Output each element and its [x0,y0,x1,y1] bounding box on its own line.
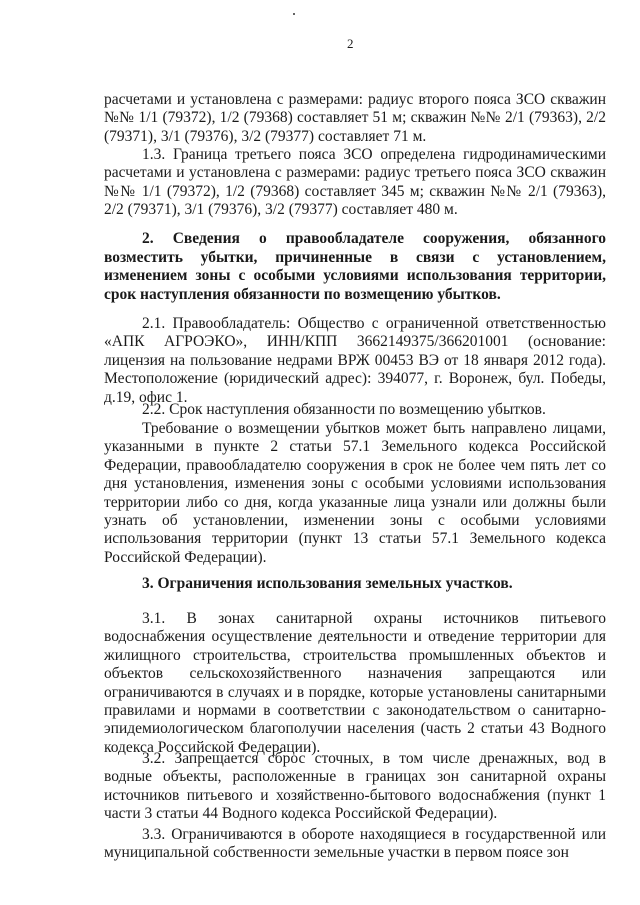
scan-speck [293,13,295,15]
paragraph-3-1: 3.1. В зонах санитарной охраны источников питьевого водоснабжения осуществление деятельности и отведение территории для жилищного строительства, строительства промышленных объектов и объектов сельскохозяйственного назначения запрещаются или ограничиваются в случаях и в порядке, которые установлены санитарными правилами и нормами в соответствии с законодательством о санитарно-эпидемиологическом благополучии населения (часть 2 статьи 43 Водного кодекса Российской Федерации). [104,610,606,756]
paragraph-2-1: 2.1. Правообладатель: Общество с ограниченной ответственностью «АПК АГРОЭКО», ИНН/КПП 3662149375/366201001 (основание: лицензия на пользование недрами ВРЖ 00453 ВЭ от 18 января 2012 года). Местоположение (юридический адрес): 394077, г. Воронеж, бул. Победы, д.19, офис 1. [104,315,606,406]
paragraph-claim-requirement: Требование о возмещении убытков может быть направлено лицами, указанными в пункте 2 статьи 57.1 Земельного кодекса Российской Федерации, правообладателю сооружения в срок не более чем пять лет со дня установления, изменения зоны с особыми условиями использования территории либо со дня, когда указанные лица узнали или должны были узнать об установлении, изменении зоны с особыми условиями использования территории (пункт 13 статьи 57.1 Земельного кодекса Российской Федерации). [104,420,606,566]
section-heading-2: 2. Сведения о правообладателе сооружения, обязанного возместить убытки, причиненные в связи с установлением, изменением зоны с особыми условиями использования территории, срок наступления обязанности по возмещению убытков. [104,230,606,303]
paragraph-2-2: 2.2. Срок наступления обязанности по возмещению убытков. [142,401,546,418]
paragraph-continuation: расчетами и установлена с размерами: радиус второго пояса ЗСО скважин №№ 1/1 (79372), 1/2 (79368) составляет 51 м; скважин №№ 2/1 (79363), 2/2 (79371), 3/1 (79376), 3/2 (79377) составляет 71 м. [104,91,606,145]
section-heading-3: 3. Ограничения использования земельных участков. [142,575,513,592]
paragraph-1-3: 1.3. Граница третьего пояса ЗСО определена гидродинамическими расчетами и установлена с размерами: радиус третьего пояса ЗСО скважин №№ 1/1 (79372), 1/2 (79368) составляет 345 м; скважин №№ 2/1 (79363), 2/2 (79371), 3/1 (79376), 3/2 (79377) составляет 480 м. [104,146,606,219]
paragraph-3-3: 3.3. Ограничиваются в обороте находящиеся в государственной или муниципальной собственности земельные участки в первом поясе зон [104,826,606,862]
paragraph-3-2: 3.2. Запрещается сброс сточных, в том числе дренажных, вод в водные объекты, расположенные в границах зон санитарной охраны источников питьевого и хозяйственно-бытового водоснабжения (пункт 1 части 3 статьи 44 Водного кодекса Российской Федерации). [104,750,606,823]
page-number: 2 [347,36,354,51]
